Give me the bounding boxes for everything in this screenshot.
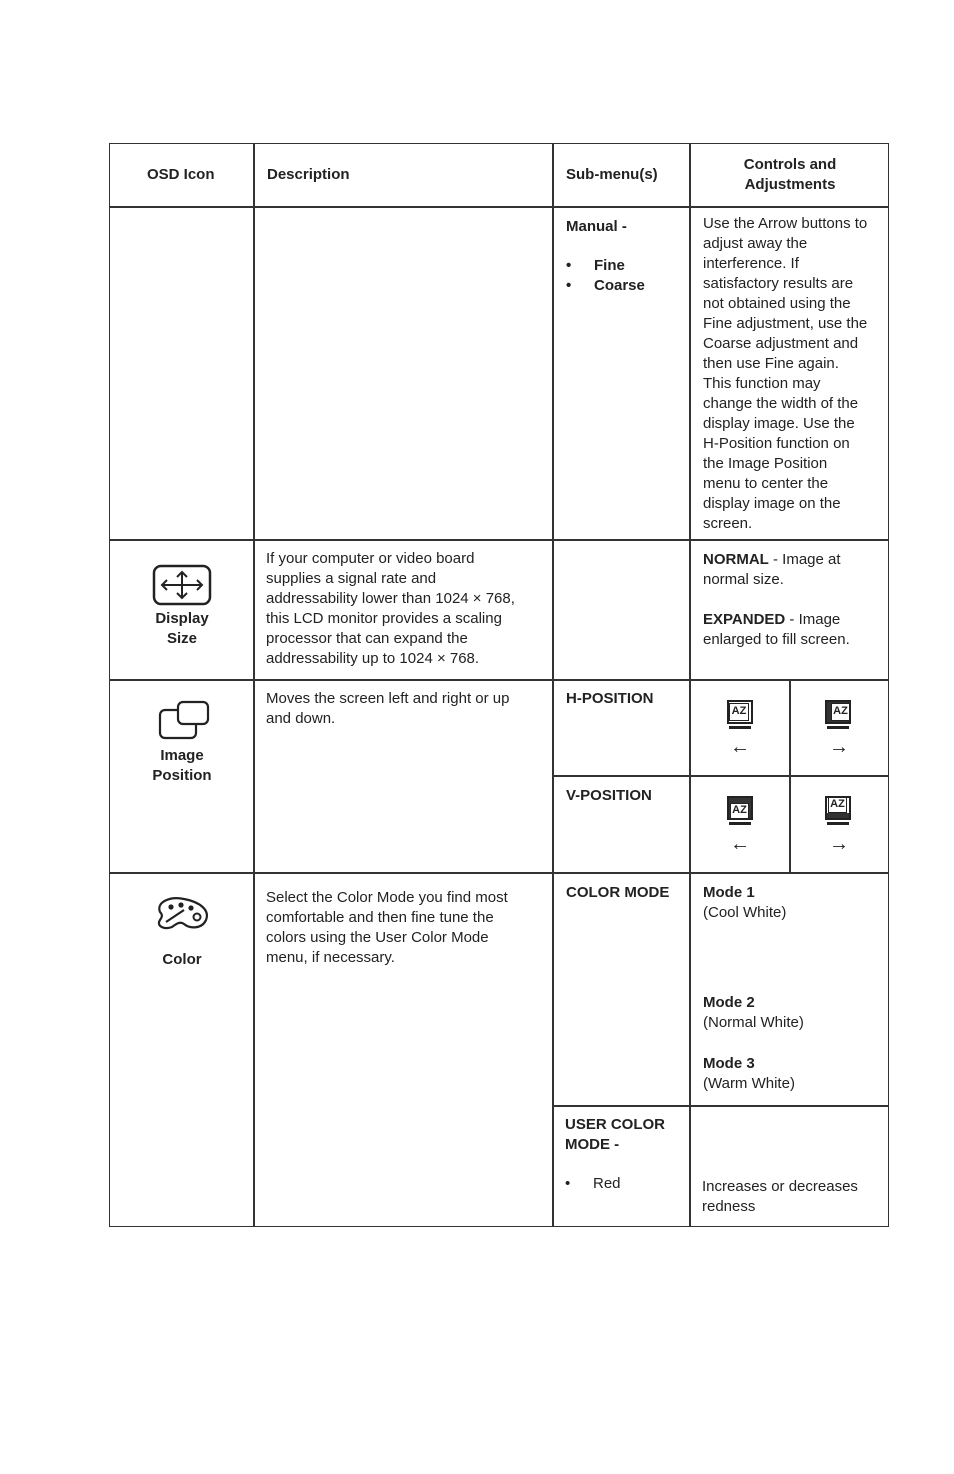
bullet-coarse-label: Coarse — [594, 277, 645, 294]
red-description — [702, 1177, 858, 1217]
text-line: then use Fine again. — [703, 355, 839, 372]
row-divider — [552, 775, 888, 777]
mode3 — [703, 1054, 795, 1094]
mode2 — [703, 993, 804, 1033]
text-line: Coarse adjustment and — [703, 335, 859, 352]
expanded-line1 — [703, 610, 889, 630]
palette-icon — [154, 896, 210, 930]
col-divider — [789, 679, 791, 872]
text-line: not obtained using the — [703, 295, 851, 312]
display-size-icon — [152, 564, 212, 606]
col-divider — [689, 144, 691, 1226]
header-osd-icon: OSD Icon — [147, 166, 215, 183]
col-divider — [552, 144, 554, 1226]
text-line: menu to center the — [703, 475, 829, 492]
text-line: screen. — [703, 515, 753, 532]
manual-controls — [703, 214, 889, 534]
normal-text: - Image at — [768, 551, 841, 568]
mode2-sub: (Normal White) — [703, 1014, 804, 1031]
bullet-red: • Red — [565, 1175, 621, 1192]
red-desc-line2: redness — [702, 1198, 756, 1215]
h-right-monitor-icon — [825, 700, 853, 730]
color-description — [266, 888, 550, 968]
h-right-arrow-icon: → — [829, 736, 849, 758]
monitor-az: AZ — [729, 703, 749, 721]
header-controls — [691, 155, 889, 195]
image-position-description — [266, 689, 550, 729]
header-description: Description — [267, 166, 350, 183]
v-right-monitor-icon — [825, 796, 853, 826]
text-line: display image. Use the — [703, 415, 855, 432]
text-line: display image on the — [703, 495, 841, 512]
text-line: This function may — [703, 375, 821, 392]
normal-line1 — [703, 550, 889, 570]
user-color-mode — [565, 1115, 665, 1194]
mode1-sub: (Cool White) — [703, 904, 787, 921]
user-color-mode-line2: MODE - — [565, 1136, 620, 1153]
row-divider — [110, 872, 888, 874]
text-line: comfortable and then fine tune the — [266, 909, 494, 926]
header-controls-line2: Adjustments — [744, 176, 836, 193]
text-line: the Image Position — [703, 455, 828, 472]
bullet-coarse: • Coarse — [566, 277, 645, 294]
v-left-monitor-icon — [727, 796, 755, 826]
normal-label: NORMAL — [703, 551, 769, 568]
text-line: this LCD monitor provides a scaling — [266, 610, 502, 627]
text-line: interference. If — [703, 255, 799, 272]
text-line: Use the Arrow buttons to — [703, 215, 868, 232]
expanded-text: - Image — [785, 611, 841, 628]
v-left-arrow-icon: ← — [730, 833, 750, 855]
h-left-monitor-icon — [727, 700, 755, 730]
monitor-az: AZ — [730, 803, 749, 819]
monitor-az: AZ — [831, 703, 850, 721]
manual-submenu — [566, 217, 645, 296]
text-line: addressability up to 1024 × 768. — [266, 650, 480, 667]
mode1 — [703, 883, 786, 923]
mode3-title: Mode 3 — [703, 1055, 755, 1072]
text-line: If your computer or video board — [266, 550, 475, 567]
bullet-fine-label: Fine — [594, 257, 625, 274]
text-line: supplies a signal rate and — [266, 570, 437, 587]
text-line: and down. — [266, 710, 336, 727]
image-position-label-line1: Image — [160, 747, 204, 764]
h-position-label: H-POSITION — [566, 690, 654, 707]
manual-title: Manual - — [566, 218, 627, 235]
text-line: Fine adjustment, use the — [703, 315, 868, 332]
display-size-description — [266, 549, 550, 669]
text-line: Moves the screen left and right or up — [266, 690, 510, 707]
header-controls-line1: Controls and — [743, 156, 837, 173]
row-divider — [110, 206, 888, 208]
text-line: processor that can expand the — [266, 630, 468, 647]
text-line: H-Position function on — [703, 435, 850, 452]
v-position-label: V-POSITION — [566, 787, 652, 804]
normal-line2: normal size. — [703, 571, 784, 588]
red-desc-line1: Increases or decreases — [702, 1178, 858, 1195]
row-divider — [110, 679, 888, 681]
text-line: addressability lower than 1024 × 768, — [266, 590, 515, 607]
row-divider — [110, 539, 888, 541]
bullet-fine: • Fine — [566, 257, 625, 274]
color-label: Color — [162, 951, 202, 968]
text-line: colors using the User Color Mode — [266, 929, 489, 946]
mode2-title: Mode 2 — [703, 994, 755, 1011]
expanded-label: EXPANDED — [703, 611, 786, 628]
bullet-red-label: Red — [593, 1175, 621, 1192]
display-size-label-line2: Size — [166, 630, 197, 647]
row-divider — [552, 1105, 888, 1107]
text-line: Select the Color Mode you find most — [266, 889, 508, 906]
monitor-az: AZ — [828, 797, 847, 813]
image-position-icon — [158, 700, 212, 740]
text-line: menu, if necessary. — [266, 949, 395, 966]
h-left-arrow-icon: ← — [730, 736, 750, 758]
text-line: satisfactory results are — [703, 275, 854, 292]
display-size-label — [110, 609, 254, 649]
osd-table — [109, 143, 889, 1227]
mode3-sub: (Warm White) — [703, 1075, 795, 1092]
color-mode-label: COLOR MODE — [566, 884, 670, 901]
display-size-label-line1: Display — [155, 610, 209, 627]
image-position-label — [110, 746, 254, 786]
expanded-line2: enlarged to fill screen. — [703, 631, 850, 648]
image-position-label-line2: Position — [152, 767, 212, 784]
v-right-arrow-icon: → — [829, 833, 849, 855]
header-submenus: Sub-menu(s) — [566, 166, 658, 183]
col-divider — [253, 144, 255, 1226]
mode1-title: Mode 1 — [703, 884, 755, 901]
text-line: change the width of the — [703, 395, 859, 412]
user-color-mode-line1: USER COLOR — [565, 1116, 666, 1133]
text-line: adjust away the — [703, 235, 808, 252]
display-size-controls — [703, 550, 889, 650]
